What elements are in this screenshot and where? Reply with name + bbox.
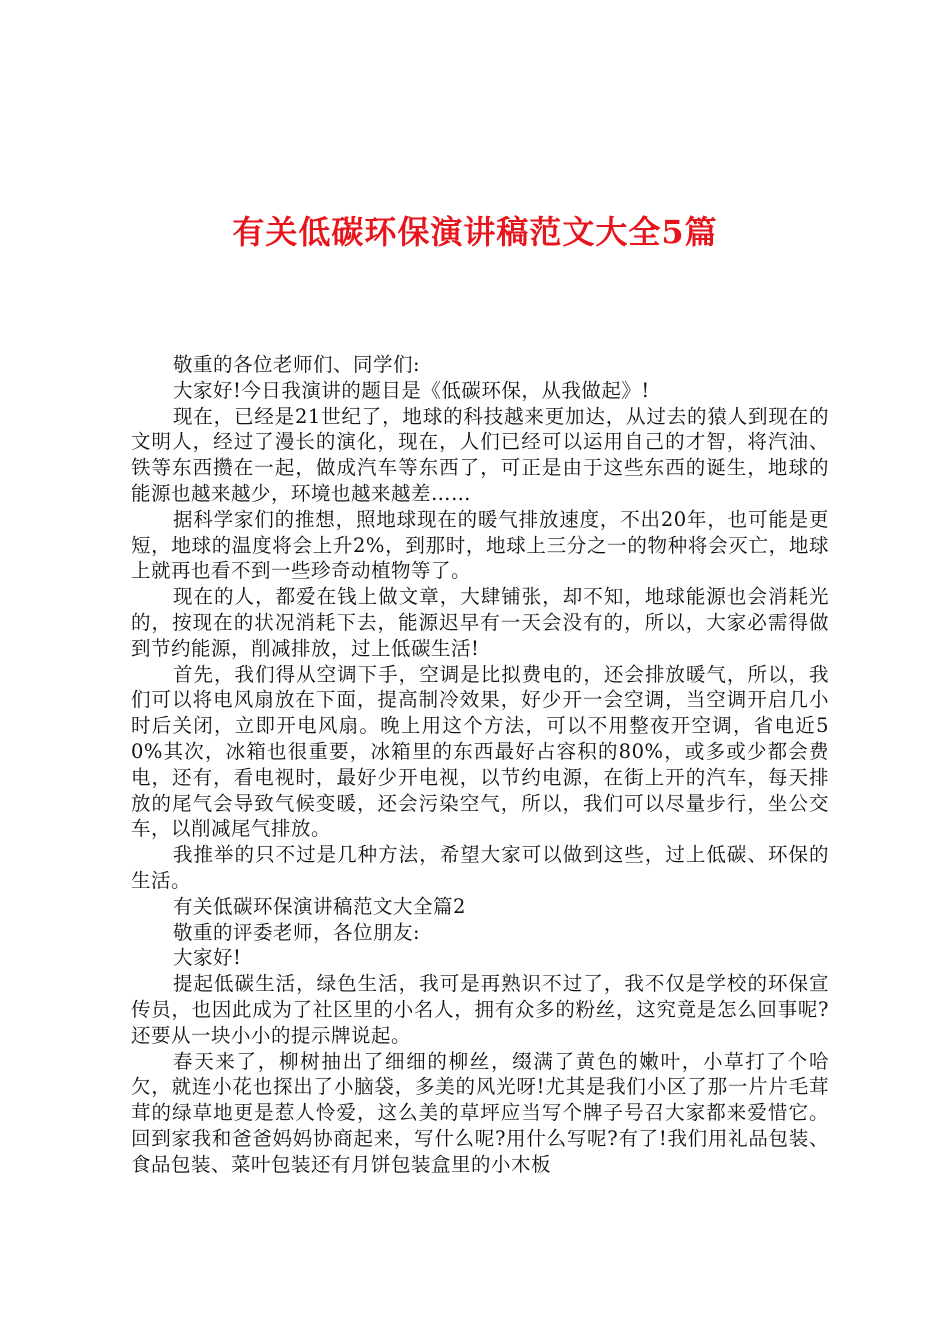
paragraph: 春天来了，柳树抽出了细细的柳丝，缀满了黄色的嫩叶，小草打了个哈欠，就连小花也探出了小脑袋，多美的风光呀!尤其是我们小区了那一片片毛茸茸的绿草地更是惹人怜爱，这么美的草坪应当写个牌子号召大家都来爱惜它。回到家我和爸爸妈妈协商起来，写什么呢?用什么写呢?有了!我们用礼品包装、食品包装、菜叶包装还有月饼包装盒里的小木板: [131, 1049, 829, 1176]
document-body: [131, 352, 829, 1178]
paragraph: 敬重的各位老师们、同学们:: [173, 353, 421, 376]
page-title: 有关低碳环保演讲稿范文大全5篇: [232, 213, 718, 251]
paragraph: 据科学家们的推想，照地球现在的暖气排放速度，不出20年，也可能是更短，地球的温度将会上升2%，到那时，地球上三分之一的物种将会灭亡，地球上就再也看不到一些珍奇动植物等了。: [131, 507, 829, 583]
paragraph: 首先，我们得从空调下手，空调是比拟费电的，还会排放暖气，所以，我们可以将电风扇放在下面，提高制冷效果，好少开一会空调，当空调开启几小时后关闭，立即开电风扇。晚上用这个方法，可以不用整夜开空调，省电近50%其次，冰箱也很重要，冰箱里的东西最好占容积的80%，或多或少都会费电，还有，看电视时，最好少开电视，以节约电源，在街上开的汽车，每天排放的尾气会导致气候变暖，还会污染空气，所以，我们可以尽量步行，坐公交车，以削减尾气排放。: [131, 662, 829, 841]
paragraph: 敬重的评委老师，各位朋友:: [173, 920, 421, 944]
paragraph: 大家好!: [173, 946, 242, 970]
paragraph: 现在的人，都爱在钱上做文章，大肆铺张，却不知，地球能源也会消耗光的，按现在的状况消耗下去，能源迟早有一天会没有的，所以，大家必需得做到节约能源，削减排放，过上低碳生活!: [131, 585, 829, 660]
paragraph: 提起低碳生活，绿色生活，我可是再熟识不过了，我不仅是学校的环保宣传员，也因此成为了社区里的小名人，拥有众多的粉丝，这究竟是怎么回事呢?还要从一块小小的提示牌说起。: [131, 972, 829, 1047]
section-heading: 有关低碳环保演讲稿范文大全篇2: [173, 894, 466, 918]
paragraph: 我推举的只不过是几种方法，希望大家可以做到这些，过上低碳、环保的生活。: [131, 843, 829, 892]
paragraph: 大家好!今日我演讲的题目是《低碳环保，从我做起》!: [173, 378, 650, 402]
paragraph: 现在，已经是21世纪了，地球的科技越来更加达，从过去的猿人到现在的文明人，经过了漫长的演化，现在，人们已经可以运用自己的才智，将汽油、铁等东西攒在一起，做成汽车等东西了，可正是由于这些东西的诞生，地球的能源也越来越少，环境也越来越差……: [131, 404, 829, 505]
